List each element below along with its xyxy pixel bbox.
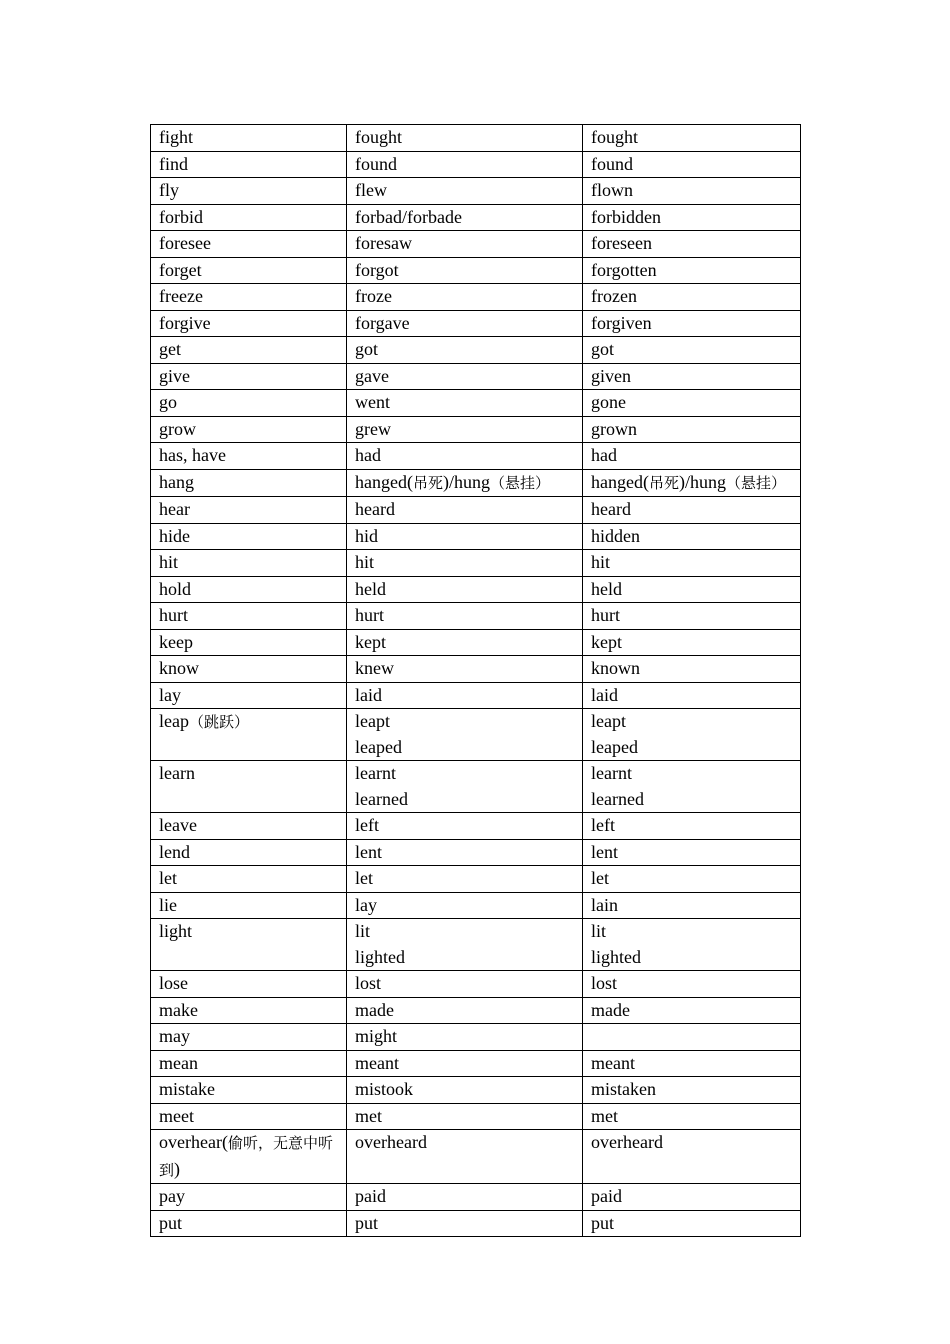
- base-form-cell: [151, 1077, 347, 1104]
- base-form-cell: [151, 576, 347, 603]
- past-participle-text: hidden: [591, 525, 640, 546]
- past-participle-cell: [583, 284, 801, 311]
- base-form-text: light: [159, 921, 193, 941]
- past-participle-text: met: [591, 1105, 618, 1126]
- past-tense-cell: [347, 231, 583, 258]
- table-row: [151, 919, 801, 971]
- table-row: [151, 151, 801, 178]
- base-form-cell: [151, 550, 347, 577]
- base-form-cell: [151, 839, 347, 866]
- base-form-text: forbid: [159, 206, 203, 227]
- past-tense-text: meant: [355, 1052, 399, 1073]
- past-tense-cell: [347, 204, 583, 231]
- past-tense-cell: [347, 1077, 583, 1104]
- base-form-text: make: [159, 999, 198, 1020]
- past-tense-cell: [347, 761, 583, 813]
- past-tense-cell: [347, 629, 583, 656]
- base-form-text: mistake: [159, 1079, 215, 1099]
- past-participle-cell: [583, 390, 801, 417]
- table-row: [151, 231, 801, 258]
- past-participle-text: gone: [591, 392, 626, 412]
- past-tense-cell: [347, 813, 583, 840]
- base-form-text: put: [159, 1212, 183, 1233]
- past-tense-text: overheard: [355, 1132, 427, 1152]
- base-form-cell: [151, 603, 347, 630]
- base-form-cell: [151, 1024, 347, 1051]
- past-participle-text: leapt: [591, 711, 626, 731]
- past-tense-cell: [347, 523, 583, 550]
- table-row: [151, 682, 801, 709]
- table-row: [151, 310, 801, 337]
- table-row: [151, 1077, 801, 1104]
- table-row: [151, 550, 801, 577]
- table-row: [151, 629, 801, 656]
- past-tense-cell: [347, 257, 583, 284]
- table-row: [151, 284, 801, 311]
- past-participle-cell: [583, 337, 801, 364]
- table-row: [151, 997, 801, 1024]
- table-row: [151, 1184, 801, 1211]
- past-tense-text: knew: [355, 658, 394, 678]
- past-participle-text: lost: [591, 973, 618, 993]
- past-participle-cell: [583, 1184, 801, 1211]
- table-row: [151, 257, 801, 284]
- past-tense-text: hanged(吊死)/hung（悬挂）: [355, 471, 551, 492]
- base-form-cell: [151, 892, 347, 919]
- past-participle-text: hanged(吊死)/hung（悬挂）: [591, 471, 787, 492]
- past-tense-cell: [347, 151, 583, 178]
- base-form-text: freeze: [159, 286, 203, 306]
- table-row: [151, 603, 801, 630]
- base-form-cell: [151, 125, 347, 152]
- base-form-text: leave: [159, 815, 197, 835]
- base-form-cell: [151, 1050, 347, 1077]
- past-participle-text: forgotten: [591, 259, 657, 280]
- past-participle-cell: [583, 603, 801, 630]
- base-form-text: hang: [159, 471, 194, 492]
- base-form-text: hold: [159, 578, 192, 599]
- base-form-text: hurt: [159, 605, 188, 625]
- base-form-text: find: [159, 153, 188, 174]
- past-tense-cell: [347, 390, 583, 417]
- past-tense-text: mistook: [355, 1079, 414, 1099]
- past-participle-text: made: [591, 999, 630, 1020]
- past-participle-cell: [583, 629, 801, 656]
- past-participle-cell: [583, 523, 801, 550]
- base-form-cell: [151, 971, 347, 998]
- past-tense-cell: [347, 892, 583, 919]
- past-participle-text: learned: [591, 788, 644, 809]
- table-row: [151, 497, 801, 524]
- past-tense-cell: [347, 284, 583, 311]
- past-tense-text: foresaw: [355, 233, 412, 253]
- table-row: [151, 656, 801, 683]
- table-row: [151, 363, 801, 390]
- past-tense-text: flew: [355, 180, 387, 200]
- past-participle-cell: [583, 997, 801, 1024]
- past-tense-text: lay: [355, 894, 377, 915]
- past-tense-cell: [347, 971, 583, 998]
- table-row: [151, 469, 801, 497]
- past-tense-cell: [347, 1103, 583, 1130]
- past-participle-cell: [583, 839, 801, 866]
- past-participle-cell: [583, 231, 801, 258]
- base-form-text: let: [159, 868, 177, 888]
- past-participle-text: meant: [591, 1052, 635, 1073]
- past-participle-text: laid: [591, 684, 618, 705]
- base-form-cell: [151, 656, 347, 683]
- base-form-text: meet: [159, 1105, 194, 1126]
- past-tense-cell: [347, 682, 583, 709]
- past-tense-cell: [347, 1210, 583, 1237]
- base-form-text: forget: [159, 259, 202, 280]
- base-form-cell: [151, 284, 347, 311]
- past-tense-cell: [347, 1130, 583, 1184]
- past-tense-text: learned: [355, 788, 408, 809]
- past-participle-text: found: [591, 153, 633, 174]
- base-form-cell: [151, 997, 347, 1024]
- past-participle-text: kept: [591, 631, 622, 652]
- past-participle-cell: [583, 576, 801, 603]
- past-tense-text: found: [355, 153, 397, 174]
- base-form-text: mean: [159, 1052, 198, 1073]
- base-form-cell: [151, 337, 347, 364]
- base-form-text: give: [159, 365, 190, 386]
- base-form-text: learn: [159, 763, 195, 783]
- past-participle-text: flown: [591, 180, 633, 200]
- past-participle-cell: [583, 151, 801, 178]
- past-participle-cell: [583, 1210, 801, 1237]
- past-tense-text: kept: [355, 631, 386, 652]
- past-participle-cell: [583, 125, 801, 152]
- table-row: [151, 204, 801, 231]
- past-participle-cell: [583, 416, 801, 443]
- base-form-cell: [151, 813, 347, 840]
- past-tense-cell: [347, 709, 583, 761]
- verb-table-body: [151, 125, 801, 1237]
- base-form-text: fly: [159, 180, 179, 200]
- base-form-cell: [151, 390, 347, 417]
- past-tense-cell: [347, 997, 583, 1024]
- past-participle-cell: [583, 443, 801, 470]
- past-participle-cell: [583, 866, 801, 893]
- past-participle-text: let: [591, 868, 609, 888]
- past-tense-text: gave: [355, 365, 389, 386]
- base-form-text: fight: [159, 127, 193, 147]
- base-form-cell: [151, 204, 347, 231]
- past-participle-cell: [583, 1077, 801, 1104]
- past-participle-text: hit: [591, 552, 611, 572]
- past-tense-text: put: [355, 1212, 379, 1233]
- table-row: [151, 390, 801, 417]
- past-participle-cell: [583, 1050, 801, 1077]
- base-form-cell: [151, 919, 347, 971]
- past-participle-text: heard: [591, 499, 631, 519]
- base-form-text: keep: [159, 631, 193, 652]
- base-form-cell: [151, 761, 347, 813]
- table-row: [151, 813, 801, 840]
- past-participle-cell: [583, 971, 801, 998]
- past-participle-text: foreseen: [591, 233, 652, 253]
- past-participle-cell: [583, 550, 801, 577]
- table-row: [151, 1024, 801, 1051]
- past-tense-text: froze: [355, 286, 392, 306]
- base-form-cell: [151, 469, 347, 497]
- past-participle-cell: [583, 178, 801, 205]
- past-participle-text: leaped: [591, 736, 638, 757]
- past-participle-cell: [583, 310, 801, 337]
- past-participle-cell: [583, 682, 801, 709]
- table-row: [151, 761, 801, 813]
- past-participle-text: frozen: [591, 286, 637, 306]
- base-form-text: hit: [159, 552, 179, 572]
- irregular-verb-table: [150, 124, 801, 1237]
- base-form-cell: [151, 497, 347, 524]
- table-row: [151, 1210, 801, 1237]
- base-form-text: know: [159, 658, 199, 678]
- past-tense-text: laid: [355, 684, 382, 705]
- base-form-cell: [151, 363, 347, 390]
- past-tense-cell: [347, 1184, 583, 1211]
- past-tense-text: forgave: [355, 312, 410, 333]
- past-participle-text: given: [591, 365, 631, 386]
- base-form-cell: [151, 866, 347, 893]
- past-tense-text: hid: [355, 525, 379, 546]
- table-row: [151, 443, 801, 470]
- past-participle-cell: [583, 257, 801, 284]
- past-tense-cell: [347, 416, 583, 443]
- past-tense-text: learnt: [355, 763, 396, 783]
- past-participle-cell: [583, 363, 801, 390]
- past-participle-cell: [583, 497, 801, 524]
- past-participle-text: got: [591, 339, 615, 359]
- base-form-text: pay: [159, 1186, 185, 1206]
- past-participle-text: lain: [591, 894, 618, 915]
- base-form-cell: [151, 709, 347, 761]
- table-row: [151, 125, 801, 152]
- past-tense-text: had: [355, 445, 381, 465]
- past-tense-text: made: [355, 999, 394, 1020]
- past-participle-text: lent: [591, 841, 618, 862]
- table-row: [151, 892, 801, 919]
- past-participle-text: overheard: [591, 1132, 663, 1152]
- table-row: [151, 1050, 801, 1077]
- table-row: [151, 1130, 801, 1184]
- past-participle-text: mistaken: [591, 1079, 656, 1099]
- past-tense-text: let: [355, 868, 373, 888]
- table-row: [151, 523, 801, 550]
- base-form-cell: [151, 151, 347, 178]
- past-participle-cell: [583, 1024, 801, 1051]
- base-form-text: hide: [159, 525, 190, 546]
- past-tense-cell: [347, 125, 583, 152]
- past-participle-text: known: [591, 658, 640, 678]
- past-tense-text: forgot: [355, 259, 399, 280]
- base-form-cell: [151, 178, 347, 205]
- past-participle-text: fought: [591, 127, 638, 147]
- past-participle-cell: [583, 919, 801, 971]
- base-form-cell: [151, 629, 347, 656]
- base-form-cell: [151, 1103, 347, 1130]
- past-tense-text: went: [355, 392, 390, 412]
- base-form-text: lose: [159, 973, 188, 993]
- base-form-cell: [151, 1210, 347, 1237]
- base-form-text: may: [159, 1026, 190, 1046]
- past-tense-text: might: [355, 1026, 398, 1046]
- base-form-cell: [151, 310, 347, 337]
- base-form-cell: [151, 257, 347, 284]
- past-participle-cell: [583, 761, 801, 813]
- base-form-text: lay: [159, 684, 181, 705]
- base-form-text: lie: [159, 894, 177, 915]
- past-tense-text: grew: [355, 418, 391, 439]
- table-row: [151, 416, 801, 443]
- base-form-cell: [151, 523, 347, 550]
- past-tense-cell: [347, 178, 583, 205]
- base-form-text: forgive: [159, 312, 211, 333]
- past-tense-text: leaped: [355, 736, 402, 757]
- table-row: [151, 839, 801, 866]
- table-row: [151, 709, 801, 761]
- past-tense-text: heard: [355, 499, 395, 519]
- past-tense-cell: [347, 1050, 583, 1077]
- past-tense-text: held: [355, 578, 386, 599]
- past-tense-cell: [347, 866, 583, 893]
- past-tense-text: leapt: [355, 711, 390, 731]
- base-form-cell: [151, 682, 347, 709]
- past-participle-text: put: [591, 1212, 615, 1233]
- table-row: [151, 971, 801, 998]
- past-participle-text: hurt: [591, 605, 620, 625]
- base-form-text: lend: [159, 841, 190, 862]
- past-participle-cell: [583, 709, 801, 761]
- past-tense-text: lit: [355, 921, 371, 941]
- past-tense-cell: [347, 550, 583, 577]
- past-tense-cell: [347, 310, 583, 337]
- base-form-cell: [151, 1130, 347, 1184]
- past-tense-text: met: [355, 1105, 382, 1126]
- base-form-cell: [151, 231, 347, 258]
- past-tense-cell: [347, 363, 583, 390]
- past-participle-text: forgiven: [591, 312, 652, 333]
- base-form-text: hear: [159, 499, 190, 519]
- past-tense-cell: [347, 603, 583, 630]
- past-tense-cell: [347, 469, 583, 497]
- past-tense-text: lent: [355, 841, 382, 862]
- past-participle-cell: [583, 1130, 801, 1184]
- past-participle-cell: [583, 204, 801, 231]
- base-form-text: leap（跳跃）: [159, 711, 249, 731]
- past-tense-text: hurt: [355, 605, 384, 625]
- table-row: [151, 866, 801, 893]
- past-participle-text: lit: [591, 921, 607, 941]
- past-participle-text: forbidden: [591, 206, 661, 227]
- past-tense-cell: [347, 443, 583, 470]
- table-row: [151, 178, 801, 205]
- past-participle-cell: [583, 469, 801, 497]
- past-participle-text: held: [591, 578, 622, 599]
- past-tense-text: lost: [355, 973, 382, 993]
- past-tense-cell: [347, 656, 583, 683]
- past-tense-text: fought: [355, 127, 402, 147]
- past-tense-cell: [347, 1024, 583, 1051]
- base-form-text: go: [159, 392, 177, 412]
- past-participle-text: left: [591, 815, 615, 835]
- past-tense-cell: [347, 919, 583, 971]
- base-form-text: get: [159, 339, 181, 359]
- table-row: [151, 337, 801, 364]
- base-form-text: has, have: [159, 445, 226, 465]
- base-form-text: overhear(偷听，无意中听到): [159, 1132, 333, 1179]
- base-form-cell: [151, 443, 347, 470]
- past-tense-text: forbad/forbade: [355, 206, 462, 227]
- past-tense-text: got: [355, 339, 379, 359]
- base-form-cell: [151, 416, 347, 443]
- past-tense-cell: [347, 337, 583, 364]
- table-row: [151, 576, 801, 603]
- past-tense-cell: [347, 576, 583, 603]
- past-participle-cell: [583, 1103, 801, 1130]
- base-form-text: grow: [159, 418, 196, 439]
- past-participle-cell: [583, 892, 801, 919]
- past-tense-cell: [347, 839, 583, 866]
- past-tense-text: hit: [355, 552, 375, 572]
- past-participle-cell: [583, 656, 801, 683]
- past-tense-text: left: [355, 815, 379, 835]
- table-row: [151, 1103, 801, 1130]
- past-participle-text: lighted: [591, 946, 641, 967]
- past-participle-text: paid: [591, 1186, 622, 1206]
- past-tense-text: paid: [355, 1186, 386, 1206]
- base-form-cell: [151, 1184, 347, 1211]
- past-tense-cell: [347, 497, 583, 524]
- past-participle-text: grown: [591, 418, 637, 439]
- past-tense-text: lighted: [355, 946, 405, 967]
- past-participle-text: had: [591, 445, 617, 465]
- past-participle-text: learnt: [591, 763, 632, 783]
- past-participle-cell: [583, 813, 801, 840]
- base-form-text: foresee: [159, 233, 211, 253]
